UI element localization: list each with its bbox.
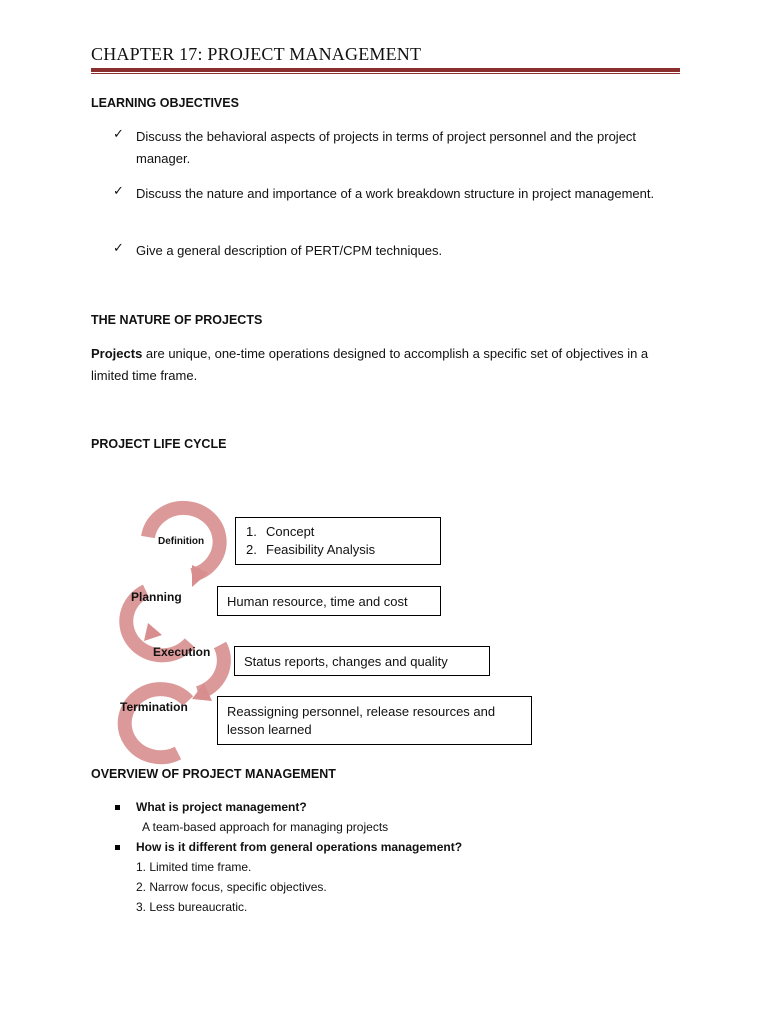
- nature-heading: THE NATURE OF PROJECTS: [91, 313, 263, 327]
- phase-termination: Termination: [120, 700, 188, 714]
- planning-arrow-icon: [144, 623, 162, 641]
- execution-box: Status reports, changes and quality: [234, 646, 490, 676]
- planning-box: Human resource, time and cost: [217, 586, 441, 616]
- projects-definition-text: are unique, one-time operations designed to accomplish a specific set of objectives in a limited time frame.: [91, 346, 649, 383]
- projects-term: Projects: [91, 346, 143, 361]
- definition-item-text: Concept: [266, 524, 315, 539]
- item-number: 1.: [246, 524, 257, 539]
- overview-list-item: 3. Less bureaucratic.: [136, 900, 248, 914]
- phase-definition: Definition: [158, 536, 205, 547]
- objective-item: Discuss the nature and importance of a work breakdown structure in project management.: [136, 186, 655, 201]
- overview-question: How is it different from general operations management?: [136, 840, 463, 854]
- checkmark-icon: ✓: [113, 183, 124, 198]
- overview-answer: A team-based approach for managing projects: [142, 820, 389, 834]
- phase-execution: Execution: [153, 645, 211, 659]
- bullet-icon: [115, 805, 120, 810]
- header-rule-thick: [91, 68, 680, 72]
- phase-planning: Planning: [131, 590, 182, 604]
- item-number: 2.: [246, 542, 257, 557]
- definition-item-text: Feasibility Analysis: [266, 542, 376, 557]
- objective-item: Discuss the behavioral aspects of projects in terms of project personnel and the project manager.: [136, 129, 637, 166]
- definition-item: [246, 541, 432, 559]
- overview-question: What is project management?: [136, 800, 307, 814]
- objective-item: Give a general description of PERT/CPM techniques.: [136, 243, 443, 258]
- projects-definition: [91, 343, 681, 387]
- overview-heading: OVERVIEW OF PROJECT MANAGEMENT: [91, 767, 336, 781]
- checkmark-icon: ✓: [113, 126, 124, 141]
- definition-box: [235, 517, 441, 565]
- termination-box: Reassigning personnel, release resources and lesson learned: [217, 696, 532, 745]
- bullet-icon: [115, 845, 120, 850]
- chapter-title: CHAPTER 17: PROJECT MANAGEMENT: [91, 44, 422, 64]
- checkmark-icon: ✓: [113, 240, 124, 255]
- overview-list-item: 1. Limited time frame.: [136, 860, 252, 874]
- overview-list-item: 2. Narrow focus, specific objectives.: [136, 880, 327, 894]
- header-rule-thin: [91, 73, 680, 74]
- learning-objectives-heading: LEARNING OBJECTIVES: [91, 96, 239, 110]
- definition-item: [246, 523, 432, 541]
- life-cycle-heading: PROJECT LIFE CYCLE: [91, 437, 227, 451]
